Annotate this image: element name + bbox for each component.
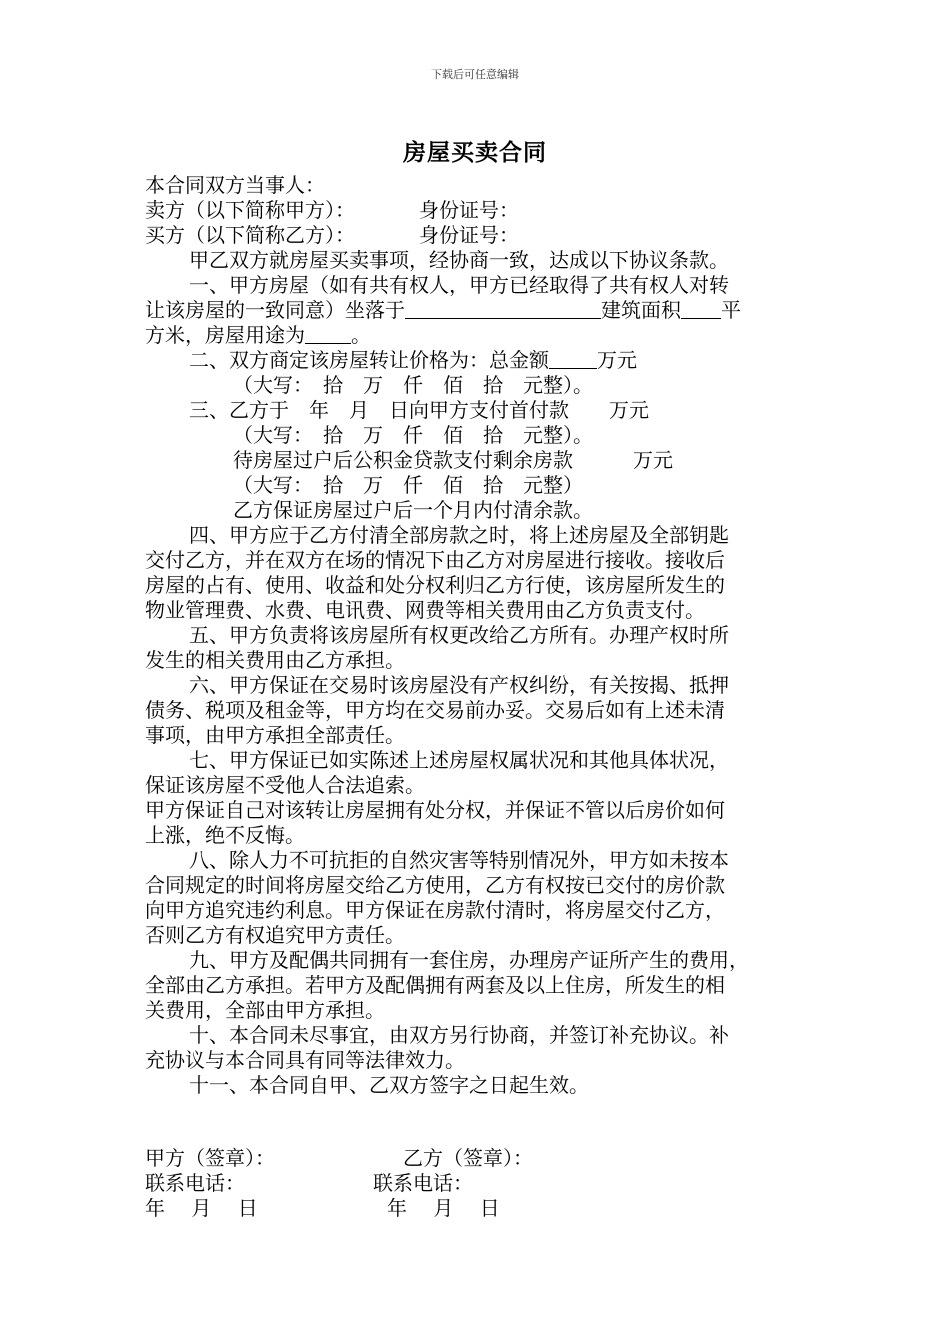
clause8-line: 八、除人力不可抗拒的自然灾害等特别情况外，甲方如未按本 [189,848,729,872]
clause8-line: 向甲方追究违约利息。甲方保证在房款付清时，将房屋交付乙方， [145,898,725,922]
clause1-area-unit: 平 [721,298,741,322]
clause4-line: 物业管理费、水费、电讯费、网费等相关费用由乙方负责支付。 [145,598,705,622]
price-blank [549,348,597,369]
clause7-line: 七、甲方保证已如实陈述上述房屋权属状况和其他具体状况， [189,748,729,772]
date-row [145,1196,805,1221]
party-a-date-label: 年 月 日 [145,1196,258,1220]
clause5-line: 五、甲方负责将该房屋所有权更改给乙方所有。办理产权时所 [189,623,729,647]
clause8-line: 合同规定的时间将房屋交给乙方使用，乙方有权按已交付的房价款 [145,873,725,897]
clause6-line: 债务、税项及租金等，甲方均在交易前办妥。交易后如有上述未清 [145,698,725,722]
clause1-line2 [145,298,805,323]
clause11-line: 十一、本合同自甲、乙双方签字之日起生效。 [189,1073,589,1097]
clause4-line: 交付乙方，并在双方在场的情况下由乙方对房屋进行接收。接收后 [145,548,725,572]
buyer-id-label: 身份证号： [419,223,519,247]
clause1-usage-label: 方米，房屋用途为 [145,323,305,347]
party-a-sign-label: 甲方（签章）： [145,1146,275,1170]
clause4-line: 房屋的占有、使用、收益和处分权利归乙方行使，该房屋所发生的 [145,573,725,597]
clause9-line: 关费用，全部由甲方承担。 [145,998,385,1022]
usage-blank [305,323,351,344]
clause1-area-label: 建筑面积 [601,298,681,322]
clause3-line2: 待房屋过户后公积金贷款支付剩余房款 万元 [233,448,673,472]
party-b-sign-label: 乙方（签章）： [403,1146,533,1170]
clause9-line: 全部由乙方承担。若甲方及配偶拥有两套及以上住房，所发生的相 [145,973,725,997]
phone-row [145,1171,805,1196]
seller-label: 卖方（以下简称甲方）： [145,198,355,222]
header-note: 下载后可任意编辑 [431,68,519,81]
party-a-phone-label: 联系电话： [145,1171,245,1195]
clause2-daxie: （大写： 拾 万 仟 佰 拾 元整）。 [233,373,593,397]
clause7-line: 保证该房屋不受他人合法追索。 [145,773,425,797]
parties-heading: 本合同双方当事人： [145,173,325,197]
clause6-line: 六、甲方保证在交易时该房屋没有产权纠纷，有关按揭、抵押 [189,673,729,697]
clause7-line: 上涨，绝不反悔。 [145,823,305,847]
buyer-line [145,223,805,248]
clause6-line: 事项，由甲方承担全部责任。 [145,723,405,747]
clause1-period: 。 [351,323,371,347]
clause3-daxie2: （大写： 拾 万 仟 佰 拾 元整） [233,473,583,497]
seller-line [145,198,805,223]
clause4-line: 四、甲方应于乙方付清全部房款之时，将上述房屋及全部钥匙 [189,523,729,547]
signature-block [145,1146,805,1221]
signature-row [145,1146,805,1171]
clause3-daxie1: （大写： 拾 万 仟 佰 拾 元整）。 [233,423,593,447]
document-title: 房屋买卖合同 [403,139,547,166]
clause2-line1 [145,348,805,373]
clause1-line1: 一、甲方房屋（如有共有权人，甲方已经取得了共有权人对转 [189,273,729,297]
clause9-line: 九、甲方及配偶共同拥有一套住房，办理房产证所产生的费用， [189,948,749,972]
buyer-label: 买方（以下简称乙方）： [145,223,355,247]
clause10-line: 充协议与本合同具有同等法律效力。 [145,1048,465,1072]
clause8-line: 否则乙方有权追究甲方责任。 [145,923,405,947]
party-b-phone-label: 联系电话： [373,1171,473,1195]
clause1-line3 [145,323,805,348]
intro-paragraph: 甲乙双方就房屋买卖事项，经协商一致，达成以下协议条款。 [189,248,729,272]
area-blank [681,298,721,319]
clause10-line: 十、本合同未尽事宜，由双方另行协商，并签订补充协议。补 [189,1023,729,1047]
clause1-location-label: 让该房屋的一致同意）坐落于 [145,298,405,322]
clause7-line: 甲方保证自己对该转让房屋拥有处分权，并保证不管以后房价如何 [145,798,725,822]
clause2-price-label: 二、双方商定该房屋转让价格为：总金额 [189,348,549,372]
clause5-line: 发生的相关费用由乙方承担。 [145,648,405,672]
party-b-date-label: 年 月 日 [387,1196,500,1220]
clause3-line1: 三、乙方于 年 月 日向甲方支付首付款 万元 [189,398,649,422]
seller-id-label: 身份证号： [419,198,519,222]
clause2-unit: 万元 [597,348,637,372]
location-blank [405,298,601,319]
contract-body [145,173,805,1098]
clause3-line3: 乙方保证房屋过户后一个月内付清余款。 [233,498,593,522]
